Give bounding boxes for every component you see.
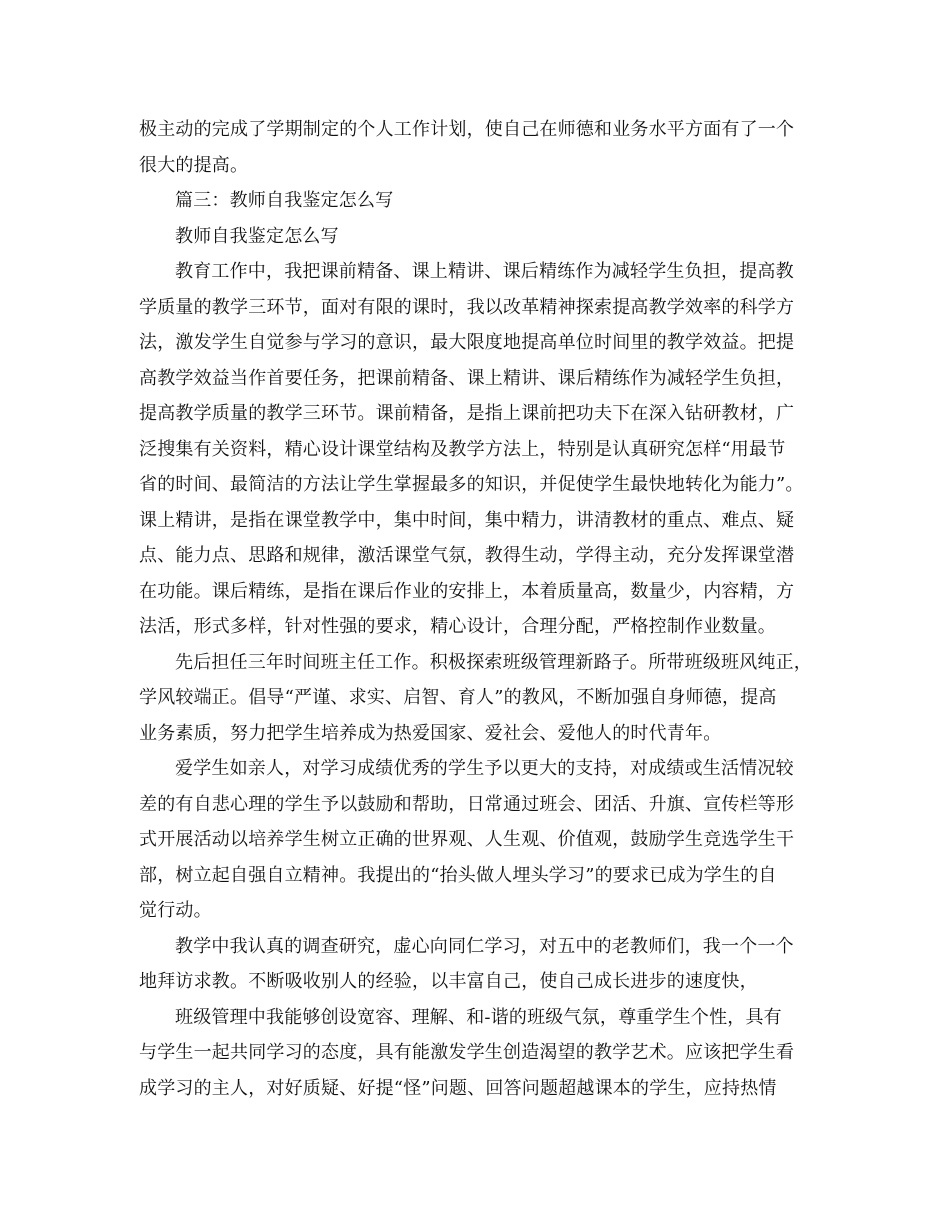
document-title: 教师自我鉴定怎么写 <box>175 226 339 247</box>
text-line: 教学中我认真的调查研究，虚心向同仁学习，对五中的老教师们，我一个一个 <box>175 936 794 957</box>
text-line: 泛搜集有关资料，精心设计课堂结构及教学方法上，特别是认真研究怎样“用最节 <box>139 439 786 460</box>
text-line: 在功能。课后精练，是指在课后作业的安排上，本着质量高，数量少，内容精，方 <box>139 581 795 602</box>
section-heading: 篇三：教师自我鉴定怎么写 <box>175 190 394 211</box>
text-line: 提高教学质量的教学三环节。课前精备，是指上课前把功夫下在深入钻研教材，广 <box>139 403 795 424</box>
text-line: 部，树立起自强自立精神。我提出的“抬头做人埋头学习”的要求已成为学生的自 <box>139 865 777 886</box>
text-line: 法活，形式多样，针对性强的要求，精心设计，合理分配，严格控制作业数量。 <box>139 616 776 637</box>
text-line: 觉行动。 <box>139 900 212 921</box>
text-line: 先后担任三年时间班主任工作。积极探索班级管理新路子。所带班级班风纯正， <box>175 652 812 673</box>
text-line: 与学生一起共同学习的态度，具有能激发学生创造渴望的教学艺术。应该把学生看 <box>139 1042 795 1063</box>
text-line: 差的有自悲心理的学生予以鼓励和帮助，日常通过班会、团活、升旗、宣传栏等形 <box>139 794 795 815</box>
text-line: 课上精讲，是指在课堂教学中，集中时间，集中精力，讲清教材的重点、难点、疑 <box>139 510 795 531</box>
text-line: 业务素质，努力把学生培养成为热爱国家、爱社会、爱他人的时代青年。 <box>139 723 722 744</box>
text-line: 高教学效益当作首要任务，把课前精备、课上精讲、课后精练作为减轻学生负担， <box>139 368 795 389</box>
text-line: 学风较端正。倡导“严谨、求实、启智、育人”的教风，不断加强自身师德，提高 <box>139 687 777 708</box>
text-line: 点、能力点、思路和规律，激活课堂气氛，教得生动，学得主动，充分发挥课堂潜 <box>139 545 795 566</box>
text-line: 成学习的主人，对好质疑、好提“怪”问题、回答问题超越课本的学生，应持热情 <box>139 1078 777 1099</box>
text-line: 省的时间、最简洁的方法让学生掌握最多的知识，并促使学生最快地转化为能力”。 <box>139 474 804 495</box>
text-line: 式开展活动以培养学生树立正确的世界观、人生观、价值观，鼓励学生竞选学生干 <box>139 829 795 850</box>
text-line: 地拜访求教。不断吸收别人的经验，以丰富自己，使自己成长进步的速度快， <box>139 971 758 992</box>
text-line: 班级管理中我能够创设宽容、理解、和-谐的班级气氛，尊重学生个性，具有 <box>175 1007 782 1028</box>
text-line: 教育工作中，我把课前精备、课上精讲、课后精练作为减轻学生负担，提高教 <box>175 261 794 282</box>
text-line: 很大的提高。 <box>139 155 249 176</box>
text-line: 法，激发学生自觉参与学习的意识，最大限度地提高单位时间里的教学效益。把提 <box>139 332 795 353</box>
text-line: 极主动的完成了学期制定的个人工作计划，使自己在师德和业务水平方面有了一个 <box>139 119 795 140</box>
text-line: 学质量的教学三环节，面对有限的课时，我以改革精神探索提高教学效率的科学方 <box>139 297 795 318</box>
text-line: 爱学生如亲人，对学习成绩优秀的学生予以更大的支持，对成绩或生活情况较 <box>175 758 794 779</box>
